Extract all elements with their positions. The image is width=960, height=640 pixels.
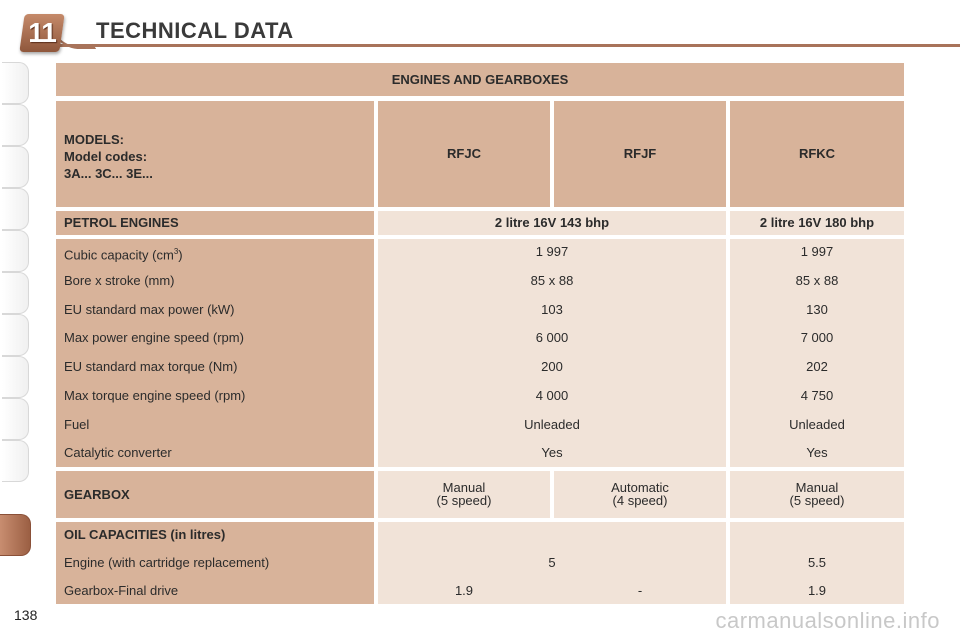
page-number: 138 xyxy=(14,607,38,623)
model-rfjf: RFJF xyxy=(554,101,726,207)
spec-label: Catalytic converter xyxy=(64,445,172,460)
models-header-cell xyxy=(56,101,374,207)
gearbox-rfjf xyxy=(554,471,726,518)
chapter-tab-strip xyxy=(0,62,34,572)
engine-143-label: 2 litre 16V 143 bhp xyxy=(378,211,726,235)
watermark: carmanualsonline.info xyxy=(715,608,940,633)
chapter-tab-active[interactable] xyxy=(0,514,31,556)
gearbox-type: Manual xyxy=(442,480,486,495)
spec-value: Yes xyxy=(541,445,563,460)
chapter-tab[interactable] xyxy=(2,398,29,440)
spec-label: Max torque engine speed (rpm) xyxy=(64,388,246,403)
spec-value: 4 750 xyxy=(800,388,834,403)
spec-value: Unleaded xyxy=(524,417,580,432)
model-rfjc: RFJC xyxy=(378,101,550,207)
chapter-tab[interactable] xyxy=(2,188,29,230)
gearbox-label: GEARBOX xyxy=(56,471,374,518)
oil-capacities-label: OIL CAPACITIES (in litres) xyxy=(64,527,226,542)
chapter-tab[interactable] xyxy=(2,272,29,314)
chapter-tab[interactable] xyxy=(2,356,29,398)
spec-value: 202 xyxy=(806,359,828,374)
spec-value: 85 x 88 xyxy=(795,273,839,288)
models-label: MODELS: xyxy=(64,132,124,147)
model-codes-label: Model codes: xyxy=(64,149,148,164)
chapter-tab[interactable] xyxy=(2,440,29,482)
oil-gearbox-rfjc: 1.9 xyxy=(454,583,474,598)
chapter-tab[interactable] xyxy=(2,62,29,104)
gearbox-speed: (5 speed) xyxy=(436,493,492,508)
engine-180-label: 2 litre 16V 180 bhp xyxy=(730,211,904,235)
model-codes-values: 3A... 3C... 3E... xyxy=(64,166,153,181)
oil-gearbox-rfkc: 1.9 xyxy=(807,583,827,598)
gearbox-type: Automatic xyxy=(611,480,669,495)
gearbox-rfjc xyxy=(378,471,550,518)
spec-value: 4 000 xyxy=(535,388,569,403)
chapter-number: 11 xyxy=(28,17,56,48)
chapter-tab[interactable] xyxy=(2,146,29,188)
spec-value: Yes xyxy=(806,445,828,460)
table-title: ENGINES AND GEARBOXES xyxy=(56,63,904,96)
spec-value: 1 997 xyxy=(800,244,834,259)
spec-value: 200 xyxy=(541,359,563,374)
spec-label: Bore x stroke (mm) xyxy=(64,273,175,288)
spec-label: EU standard max torque (Nm) xyxy=(64,359,238,374)
header-rule xyxy=(60,44,960,47)
spec-value: 6 000 xyxy=(535,330,569,345)
spec-label: Max power engine speed (rpm) xyxy=(64,330,244,345)
gearbox-rfkc xyxy=(730,471,904,518)
spec-value: Unleaded xyxy=(789,417,845,432)
oil-engine-180: 5.5 xyxy=(807,555,827,570)
spec-value: 1 997 xyxy=(535,244,569,259)
spec-value: 103 xyxy=(541,302,563,317)
gearbox-type: Manual xyxy=(795,480,839,495)
chapter-tab[interactable] xyxy=(2,314,29,356)
oil-engine-label: Engine (with cartridge replacement) xyxy=(64,555,270,570)
spec-value: 130 xyxy=(806,302,828,317)
gearbox-speed: (4 speed) xyxy=(612,493,668,508)
oil-gearbox-label: Gearbox-Final drive xyxy=(64,583,179,598)
gearbox-speed: (5 speed) xyxy=(789,493,845,508)
page-title: TECHNICAL DATA xyxy=(96,18,294,43)
chapter-tab[interactable] xyxy=(2,104,29,146)
chapter-tab[interactable] xyxy=(2,230,29,272)
spec-label: Fuel xyxy=(64,417,90,432)
oil-engine-143: 5 xyxy=(548,555,556,570)
petrol-engines-label: PETROL ENGINES xyxy=(56,211,374,235)
spec-value: 85 x 88 xyxy=(530,273,574,288)
oil-gearbox-rfjf: - xyxy=(637,583,643,598)
spec-label: Cubic capacity $(cm^3)$ xyxy=(64,247,183,263)
spec-label: EU standard max power (kW) xyxy=(64,302,235,317)
spec-value: 7 000 xyxy=(800,330,834,345)
model-rfkc: RFKC xyxy=(730,101,904,207)
